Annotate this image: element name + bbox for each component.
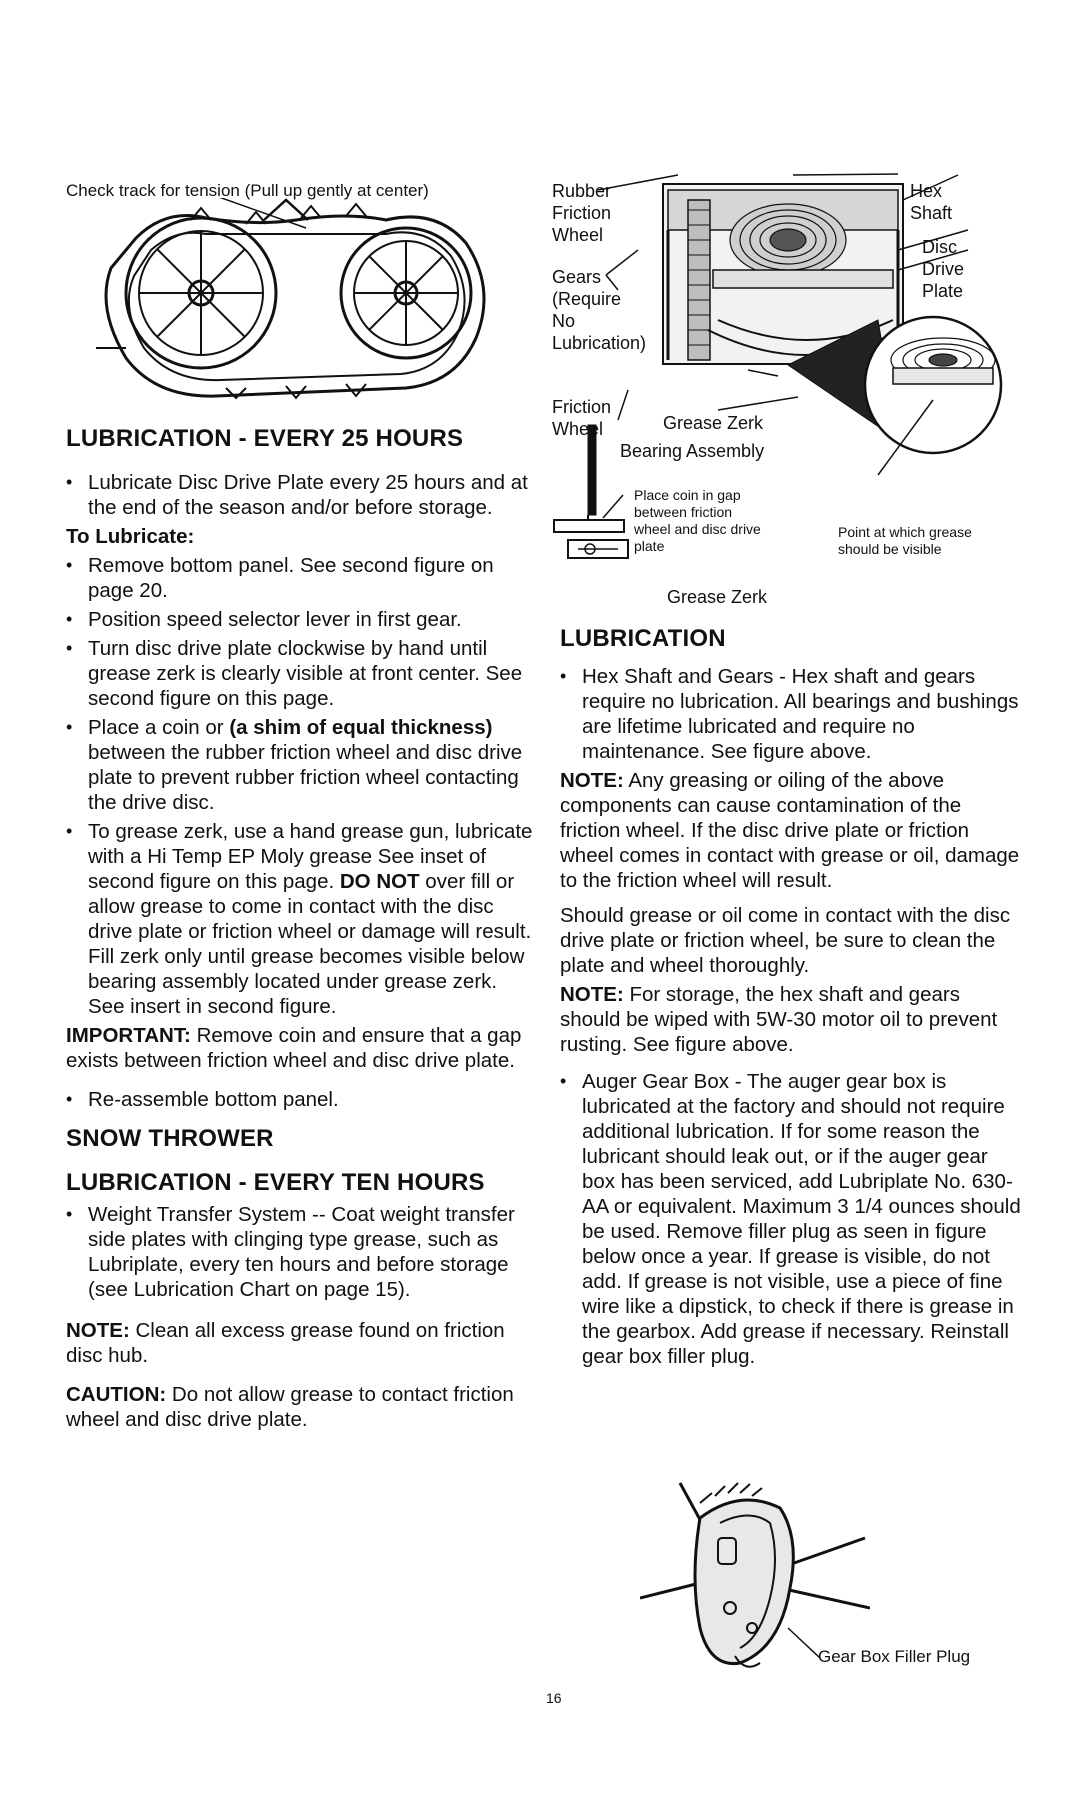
step-place-coin [66,715,536,815]
should-grease-paragraph: Should grease or oil come in contact with the disc drive plate or friction wheel, be sure to clean the plate and wheel thoroughly. [560,904,1011,977]
note-label: NOTE: [66,1319,130,1342]
grease-do-not: DO NOT [339,870,420,893]
label-gears: Gears (Require No Lubrication) [552,267,647,353]
coin-step-pre: Place a coin or [88,716,230,739]
label-hex-shaft: Hex Shaft [910,181,953,223]
weight-transfer-bullet: • Weight Transfer System -- Coat weight transfer side plates with clinging type grease, such as Lubriplate, every ten hours and before storage (see Lubrication Chart on page 15). [66,1202,536,1302]
label-disc-drive-plate: Disc Drive Plate [922,237,965,301]
snowthrower-heading: SNOW THROWER [66,1125,274,1152]
left-column [66,424,536,1436]
grease-step-2: over fill or allow grease to come in contact with the disc drive plate or friction wheel or damage will result. Fill zerk only until grease becomes visible below bearing assembly located under grease zerk. See insert in second figure. [88,870,532,1018]
grease-step-1: To grease zerk, use a hand grease gun, lubricate with a Hi Temp EP Moly grease See inset of second figure on this page. [88,820,533,893]
right-column [560,624,1024,1373]
note-text: Clean all excess grease found on friction disc hub. [66,1319,505,1367]
important-paragraph [66,1023,536,1073]
lub10-heading: LUBRICATION - EVERY TEN HOURS [66,1169,485,1196]
label-rubber-friction-wheel: Rubber Friction Wheel [552,181,612,245]
note1-label: NOTE: [560,769,624,792]
reassemble-bullet: • Re-assemble bottom panel. [66,1087,536,1112]
auger-gear-box-bullet: • Auger Gear Box - The auger gear box is lubricated at the factory and should not require additional lubrication. If for some reason the lubricant should leak out, or if the auger gear box has been serviced, add Lubriplate No. 630-AA or equivalent. Maximum 3 1/4 ounces should be used. Remove filler plug as seen in figure below once a year. If grease is visible, do not add. If grease is not visible, use a piece of fine wire like a dipstick, to check if there is grease in the gearbox. Add grease if necessary. Reinstall gear box filler plug. [560,1069,1024,1369]
label-place-coin: Place coin in gap between friction wheel and disc drive plate [634,487,761,554]
label-grease-zerk-top: Grease Zerk [663,413,764,433]
note2-paragraph [560,982,1024,1057]
note-paragraph [66,1318,536,1368]
caution-paragraph [66,1382,536,1432]
step-grease-zerk [66,819,536,1019]
caution-text: Do not allow grease to contact friction wheel and disc drive plate. [66,1383,514,1431]
note1-paragraph [560,768,1024,893]
note2-label: NOTE: [560,983,624,1006]
label-point-grease: Point at which grease should be visible [838,524,972,557]
coin-step-bold: (a shim of equal thickness) [229,716,493,739]
step-remove-panel: • Remove bottom panel. See second figure on page 20. [66,553,536,603]
label-grease-zerk-bottom: Grease Zerk [667,587,768,607]
important-label: IMPORTANT: [66,1024,191,1047]
label-bearing-assembly: Bearing Assembly [620,441,765,461]
label-friction-wheel: Friction Wheel [552,397,612,439]
coin-step-post: between the rubber friction wheel and disc drive plate to prevent rubber friction wheel contacting the drive disc. [88,741,523,814]
track-caption: Check track for tension (Pull up gently at center) [66,181,429,200]
step-turn-disc: • Turn disc drive plate clockwise by hand until grease zerk is clearly visible at front center. See second figure on this page. [66,636,536,711]
lubrication-heading: LUBRICATION [560,625,726,652]
step-speed-selector: • Position speed selector lever in first gear. [66,607,536,632]
hex-shaft-bullet: • Hex Shaft and Gears - Hex shaft and gears require no lubrication. All bearings and bushings are lifetime lubricated and require no maintenance. See figure above. [560,664,1024,764]
label-gear-box-filler-plug: Gear Box Filler Plug [818,1647,971,1666]
important-text: Remove coin and ensure that a gap exists between friction wheel and disc drive plate. [66,1024,522,1072]
caution-label: CAUTION: [66,1383,167,1406]
page-number: 16 [546,1690,562,1706]
lub25-heading: LUBRICATION - EVERY 25 HOURS [66,425,464,452]
to-lubricate-heading: To Lubricate: [66,525,195,548]
note1-text: Any greasing or oiling of the above components can cause contamination of the friction wheel. If the disc drive plate or friction wheel comes in contact with grease or oil, damage to the friction wheel will result. [560,769,1020,892]
note2-text: For storage, the hex shaft and gears should be wiped with 5W-30 motor oil to prevent rusting. See figure above. [560,983,998,1056]
track-tension-figure [96,198,496,416]
lub25-bullet: • Lubricate Disc Drive Plate every 25 hours and at the end of the season and/or before storage. [66,470,536,520]
